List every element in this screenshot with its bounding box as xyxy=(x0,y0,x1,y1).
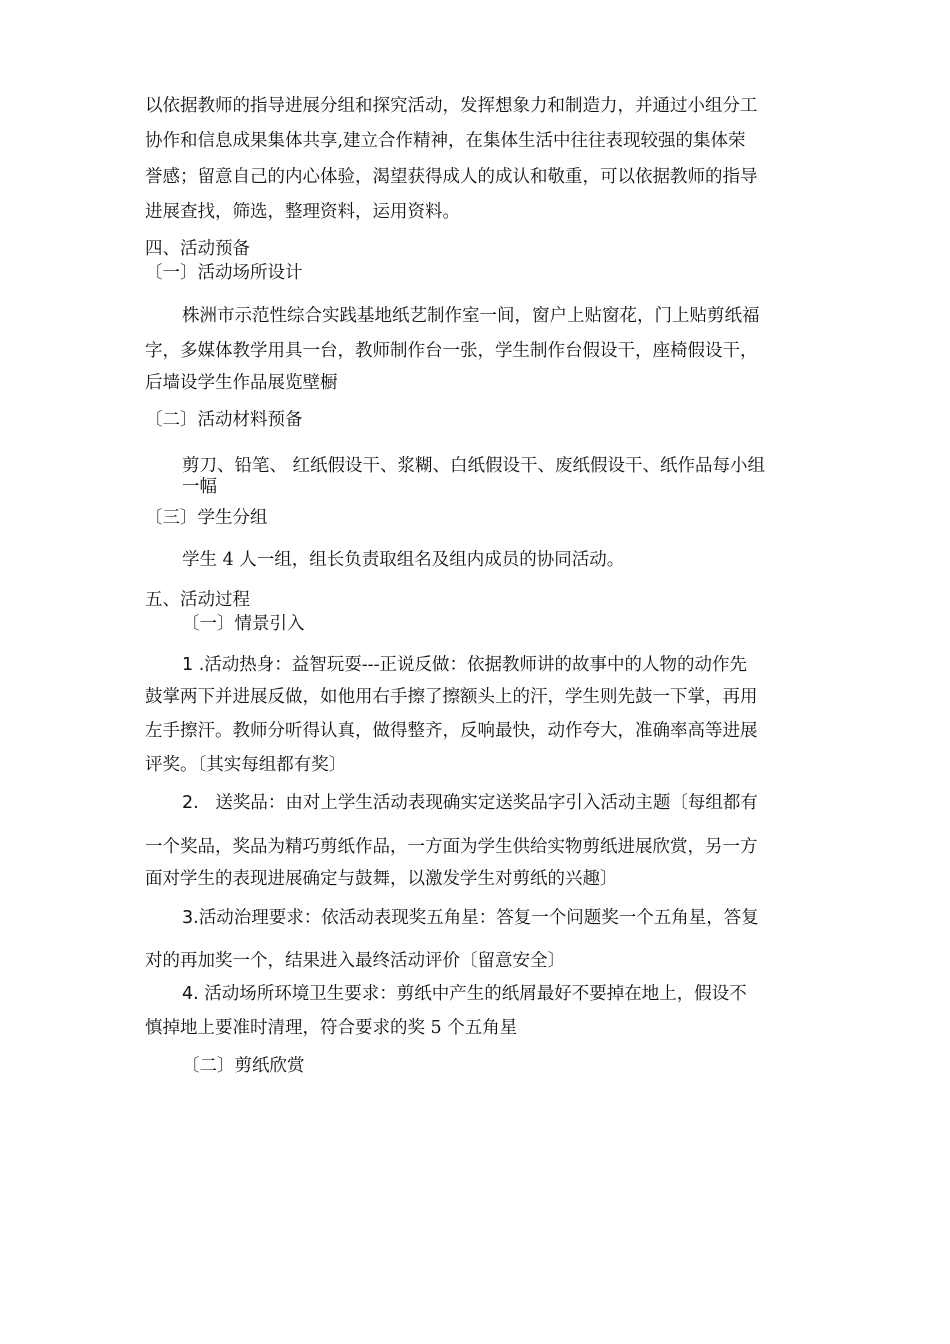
section-4-2-line-1: 剪刀、铅笔、 红纸假设干、浆糊、白纸假设干、废纸假设干、纸作品每小组 xyxy=(182,456,766,476)
item-4-line-1 xyxy=(182,983,747,1005)
item-3-text: 依活动表现奖五角星：答复一个问题奖一个五角星，答复 xyxy=(321,908,759,928)
section-4-2-heading: 〔二〕活动材料预备 xyxy=(145,410,303,430)
item-2-line-1 xyxy=(182,792,758,814)
section-4-heading: 四、活动预备 xyxy=(145,239,250,259)
section-4-1-line-3: 后墙设学生作品展览壁橱 xyxy=(145,373,338,393)
section-5-heading: 五、活动过程 xyxy=(145,590,250,610)
item-4-label: 4. 活动场所环境卫生要求： xyxy=(182,984,397,1004)
intro-line-4: 进展查找，筛选，整理资料，运用资料。 xyxy=(145,202,460,222)
intro-line-2: 协作和信息成果集体共享,建立合作精神，在集体生活中往往表现较强的集体荣 xyxy=(145,131,746,151)
section-4-1-line-1: 株洲市示范性综合实践基地纸艺制作室一间，窗户上贴窗花，门上贴剪纸福 xyxy=(182,306,760,326)
item-3-label: 3.活动治理要求： xyxy=(182,908,322,928)
item-4-text: 剪纸中产生的纸屑最好不要掉在地上，假设不 xyxy=(396,984,747,1004)
intro-line-1: 以依据教师的指导进展分组和探究活动，发挥想象力和制造力，并通过小组分工 xyxy=(145,96,758,116)
item-2-line-2: 一个奖品，奖品为精巧剪纸作品，一方面为学生供给实物剪纸进展欣赏，另一方 xyxy=(145,837,758,857)
section-5-2-heading: 〔二〕剪纸欣赏 xyxy=(182,1056,305,1076)
item-1-line-4: 评奖。〔其实每组都有奖〕 xyxy=(145,755,347,775)
item-1-text: 益智玩耍---正说反做：依据教师讲的故事中的人物的动作先 xyxy=(291,655,748,675)
section-4-3-heading: 〔三〕学生分组 xyxy=(145,508,268,528)
item-1-line-3: 左手擦汗。教师分听得认真，做得整齐，反响最快，动作夸大，准确率高等进展 xyxy=(145,721,758,741)
item-4-line-2: 慎掉地上要准时清理，符合要求的奖 5 个五角星 xyxy=(145,1018,518,1038)
section-5-1-heading: 〔一〕情景引入 xyxy=(182,614,305,634)
item-2-text: 由对上学生活动表现确实定送奖品字引入活动主题〔每组都有 xyxy=(285,793,758,813)
section-4-2-line-2: 一幅 xyxy=(182,477,217,497)
item-3-line-1 xyxy=(182,907,759,929)
item-1-line-1 xyxy=(182,654,747,676)
section-4-3-line-1: 学生 4 人一组，组长负责取组名及组内成员的协同活动。 xyxy=(182,550,625,570)
section-4-1-line-2: 字，多媒体教学用具一台，教师制作台一张，学生制作台假设干，座椅假设干， xyxy=(145,341,758,361)
item-1-line-2: 鼓掌两下并进展反做，如他用右手擦了擦额头上的汗，学生则先鼓一下掌，再用 xyxy=(145,687,758,707)
intro-line-3: 誉感；留意自己的内心体验，渴望获得成人的成认和敬重，可以依据教师的指导 xyxy=(145,167,758,187)
item-3-line-2: 对的再加奖一个，结果进入最终活动评价〔留意安全〕 xyxy=(145,951,565,971)
item-1-label: 1 .活动热身： xyxy=(182,655,292,675)
item-2-label: 2. 送奖品： xyxy=(182,793,286,813)
item-2-line-3: 面对学生的表现进展确定与鼓舞，以激发学生对剪纸的兴趣〕 xyxy=(145,869,618,889)
section-4-1-heading: 〔一〕活动场所设计 xyxy=(145,263,303,283)
